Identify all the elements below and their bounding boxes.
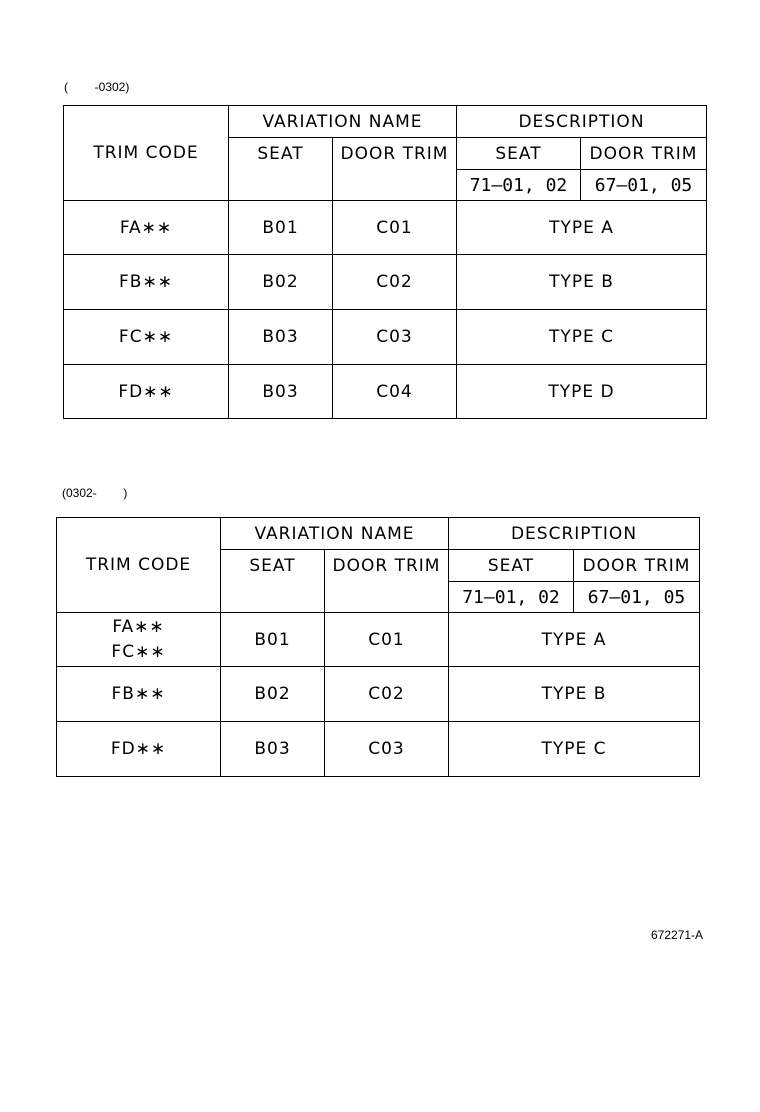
seat-variation-cell: B03 xyxy=(221,722,325,777)
door-trim-variation-cell: C02 xyxy=(333,255,457,310)
seat-variation-cell: B03 xyxy=(229,365,333,419)
table-row xyxy=(57,613,700,667)
table-row xyxy=(64,201,707,255)
seat-header: SEAT xyxy=(229,138,333,201)
door-trim-variation-cell: C03 xyxy=(325,722,449,777)
seat-variation-cell: B02 xyxy=(221,667,325,722)
trim-code-cell: FB∗∗ xyxy=(57,667,221,722)
seat-variation-cell: B01 xyxy=(229,201,333,255)
table2-range-label: (0302- ) xyxy=(62,486,128,500)
description-cell: TYPE B xyxy=(449,667,700,722)
table-row xyxy=(57,722,700,777)
seat-variation-cell: B02 xyxy=(229,255,333,310)
trim-code-cell: FC∗∗ xyxy=(64,310,229,365)
description-cell: TYPE B xyxy=(457,255,707,310)
description-cell: TYPE D xyxy=(457,365,707,419)
description-cell: TYPE C xyxy=(457,310,707,365)
trim-code-header: TRIM CODE xyxy=(57,518,221,613)
seat-variation-cell: B01 xyxy=(221,613,325,667)
door-trim-variation-cell: C01 xyxy=(325,613,449,667)
seat-spec-code: 71–01, 02 xyxy=(457,170,581,201)
table-row xyxy=(64,310,707,365)
trim-code-cell xyxy=(57,613,221,667)
door-trim-variation-cell: C02 xyxy=(325,667,449,722)
trim-code: FA∗∗ xyxy=(112,616,165,637)
door-trim-variation-cell: C03 xyxy=(333,310,457,365)
desc-door-trim-header: DOOR TRIM xyxy=(574,550,700,582)
trim-code-cell: FB∗∗ xyxy=(64,255,229,310)
table-row xyxy=(64,365,707,419)
door-trim-variation-cell: C01 xyxy=(333,201,457,255)
variation-name-header: VARIATION NAME xyxy=(229,106,457,138)
description-header: DESCRIPTION xyxy=(457,106,707,138)
door-trim-variation-cell: C04 xyxy=(333,365,457,419)
trim-code-table-1 xyxy=(63,105,707,419)
description-cell: TYPE C xyxy=(449,722,700,777)
door-trim-spec-code: 67–01, 05 xyxy=(581,170,707,201)
trim-code-cell: FA∗∗ xyxy=(64,201,229,255)
trim-code-table-2 xyxy=(56,517,700,777)
description-cell: TYPE A xyxy=(457,201,707,255)
trim-code-cell: FD∗∗ xyxy=(57,722,221,777)
door-trim-header: DOOR TRIM xyxy=(333,138,457,201)
seat-variation-cell: B03 xyxy=(229,310,333,365)
table-row xyxy=(64,255,707,310)
door-trim-spec-code: 67–01, 05 xyxy=(574,582,700,613)
description-cell: TYPE A xyxy=(449,613,700,667)
seat-spec-code: 71–01, 02 xyxy=(449,582,574,613)
document-code: 672271-A xyxy=(651,928,704,942)
desc-door-trim-header: DOOR TRIM xyxy=(581,138,707,170)
seat-header: SEAT xyxy=(221,550,325,613)
trim-code-cell: FD∗∗ xyxy=(64,365,229,419)
variation-name-header: VARIATION NAME xyxy=(221,518,449,550)
desc-seat-header: SEAT xyxy=(449,550,574,582)
table-row xyxy=(57,667,700,722)
description-header: DESCRIPTION xyxy=(449,518,700,550)
door-trim-header: DOOR TRIM xyxy=(325,550,449,613)
trim-code-header: TRIM CODE xyxy=(64,106,229,201)
trim-code: FC∗∗ xyxy=(111,641,166,662)
table1-range-label: ( -0302) xyxy=(64,80,130,94)
desc-seat-header: SEAT xyxy=(457,138,581,170)
